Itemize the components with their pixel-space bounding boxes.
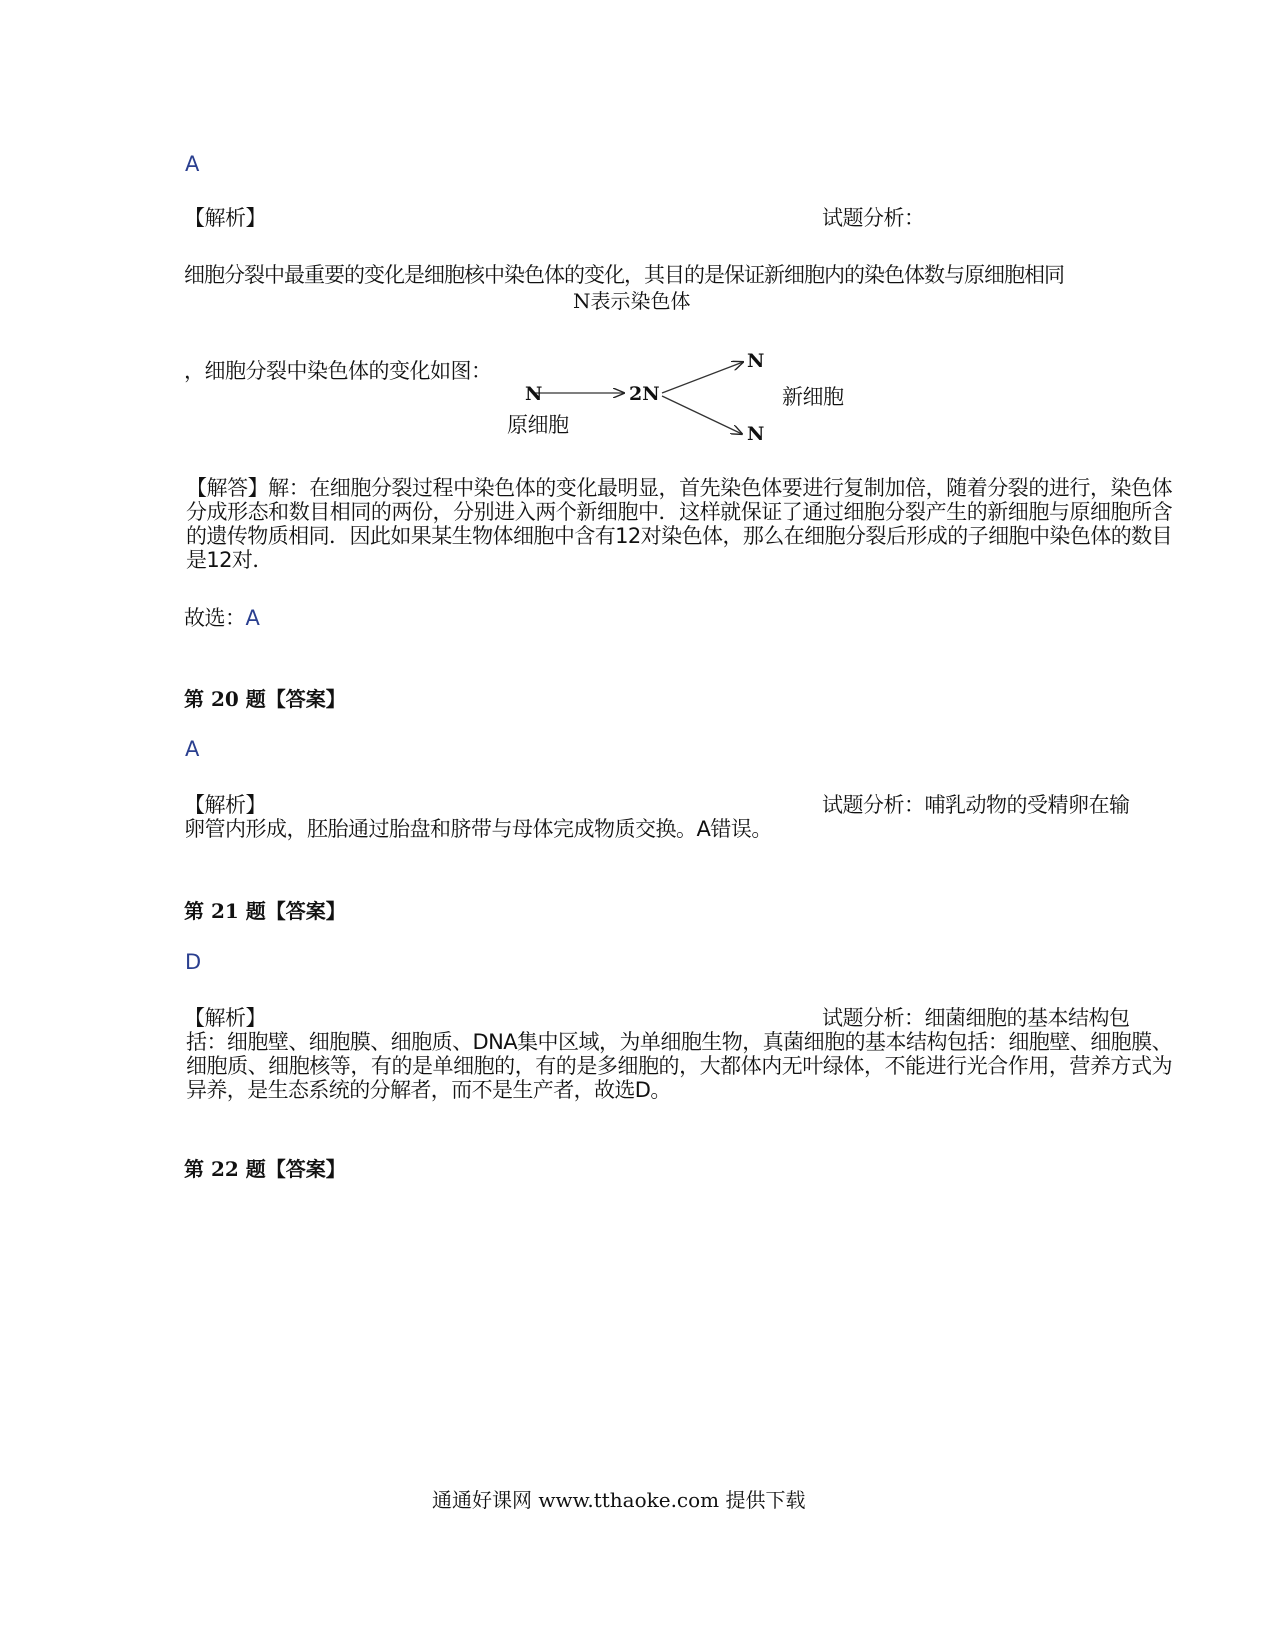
q20-answer: A bbox=[185, 737, 199, 761]
arrow-to-bottom-n bbox=[662, 396, 742, 434]
q19-analysis-right: 试题分析： bbox=[822, 206, 925, 230]
chromosome-diagram bbox=[500, 350, 860, 460]
arrow-to-top-n bbox=[662, 362, 743, 393]
q21-analysis-right: 试题分析：细菌细胞的基本结构包 bbox=[822, 1006, 1130, 1030]
q19-text-line2: ，细胞分裂中染色体的变化如图： bbox=[184, 359, 492, 383]
diagram-2n: 2N bbox=[629, 383, 660, 405]
q19-choose bbox=[184, 606, 259, 630]
diagram-label-original-cell: 原细胞 bbox=[507, 413, 569, 437]
diagram-n-start: N bbox=[525, 383, 543, 405]
q19-answer: A bbox=[185, 152, 199, 176]
q19-solution: 【解答】解：在细胞分裂过程中染色体的变化最明显，首先染色体要进行复制加倍，随着分裂的进行，染色体分成形态和数目相同的两份，分别进入两个新细胞中．这样就保证了通过细胞分裂产生的新细胞与原细胞所含的遗传物质相同．因此如果某生物体细胞中含有12对染色体，那么在细胞分裂后形成的子细胞中染色体的数目是12对． bbox=[186, 476, 1172, 572]
q20-heading: 第 20 题【答案】 bbox=[184, 687, 346, 711]
q19-chromosome-note: N表示染色体 bbox=[573, 289, 691, 313]
diagram-label-new-cell: 新细胞 bbox=[782, 385, 844, 409]
diagram-n-top: N bbox=[747, 350, 765, 372]
diagram-n-bottom: N bbox=[747, 423, 765, 445]
q19-choose-value: A bbox=[245, 606, 260, 630]
page-footer: 通通好课网 www.tthaoke.com 提供下载 bbox=[432, 1488, 806, 1512]
q21-heading: 第 21 题【答案】 bbox=[184, 899, 346, 923]
q22-heading: 第 22 题【答案】 bbox=[184, 1157, 346, 1181]
q20-analysis-right: 试题分析：哺乳动物的受精卵在输 bbox=[822, 793, 1130, 817]
q20-analysis-cont: 卵管内形成，胚胎通过胎盘和脐带与母体完成物质交换。A错误。 bbox=[184, 817, 772, 841]
q19-text-line1: 细胞分裂中最重要的变化是细胞核中染色体的变化，其目的是保证新细胞内的染色体数与原细胞相同 bbox=[184, 263, 1064, 287]
q19-analysis-label: 【解析】 bbox=[184, 206, 266, 230]
q19-choose-prefix: 故选： bbox=[184, 606, 246, 630]
q21-analysis-cont: 括：细胞壁、细胞膜、细胞质、DNA集中区域，为单细胞生物，真菌细胞的基本结构包括：细胞壁、细胞膜、细胞质、细胞核等，有的是单细胞的，有的是多细胞的，大都体内无叶绿体，不能进行光合作用，营养方式为异养，是生态系统的分解者，而不是生产者，故选D。 bbox=[186, 1030, 1172, 1102]
q20-analysis-label: 【解析】 bbox=[184, 793, 266, 817]
q21-answer: D bbox=[185, 950, 201, 974]
q21-analysis-label: 【解析】 bbox=[184, 1006, 266, 1030]
